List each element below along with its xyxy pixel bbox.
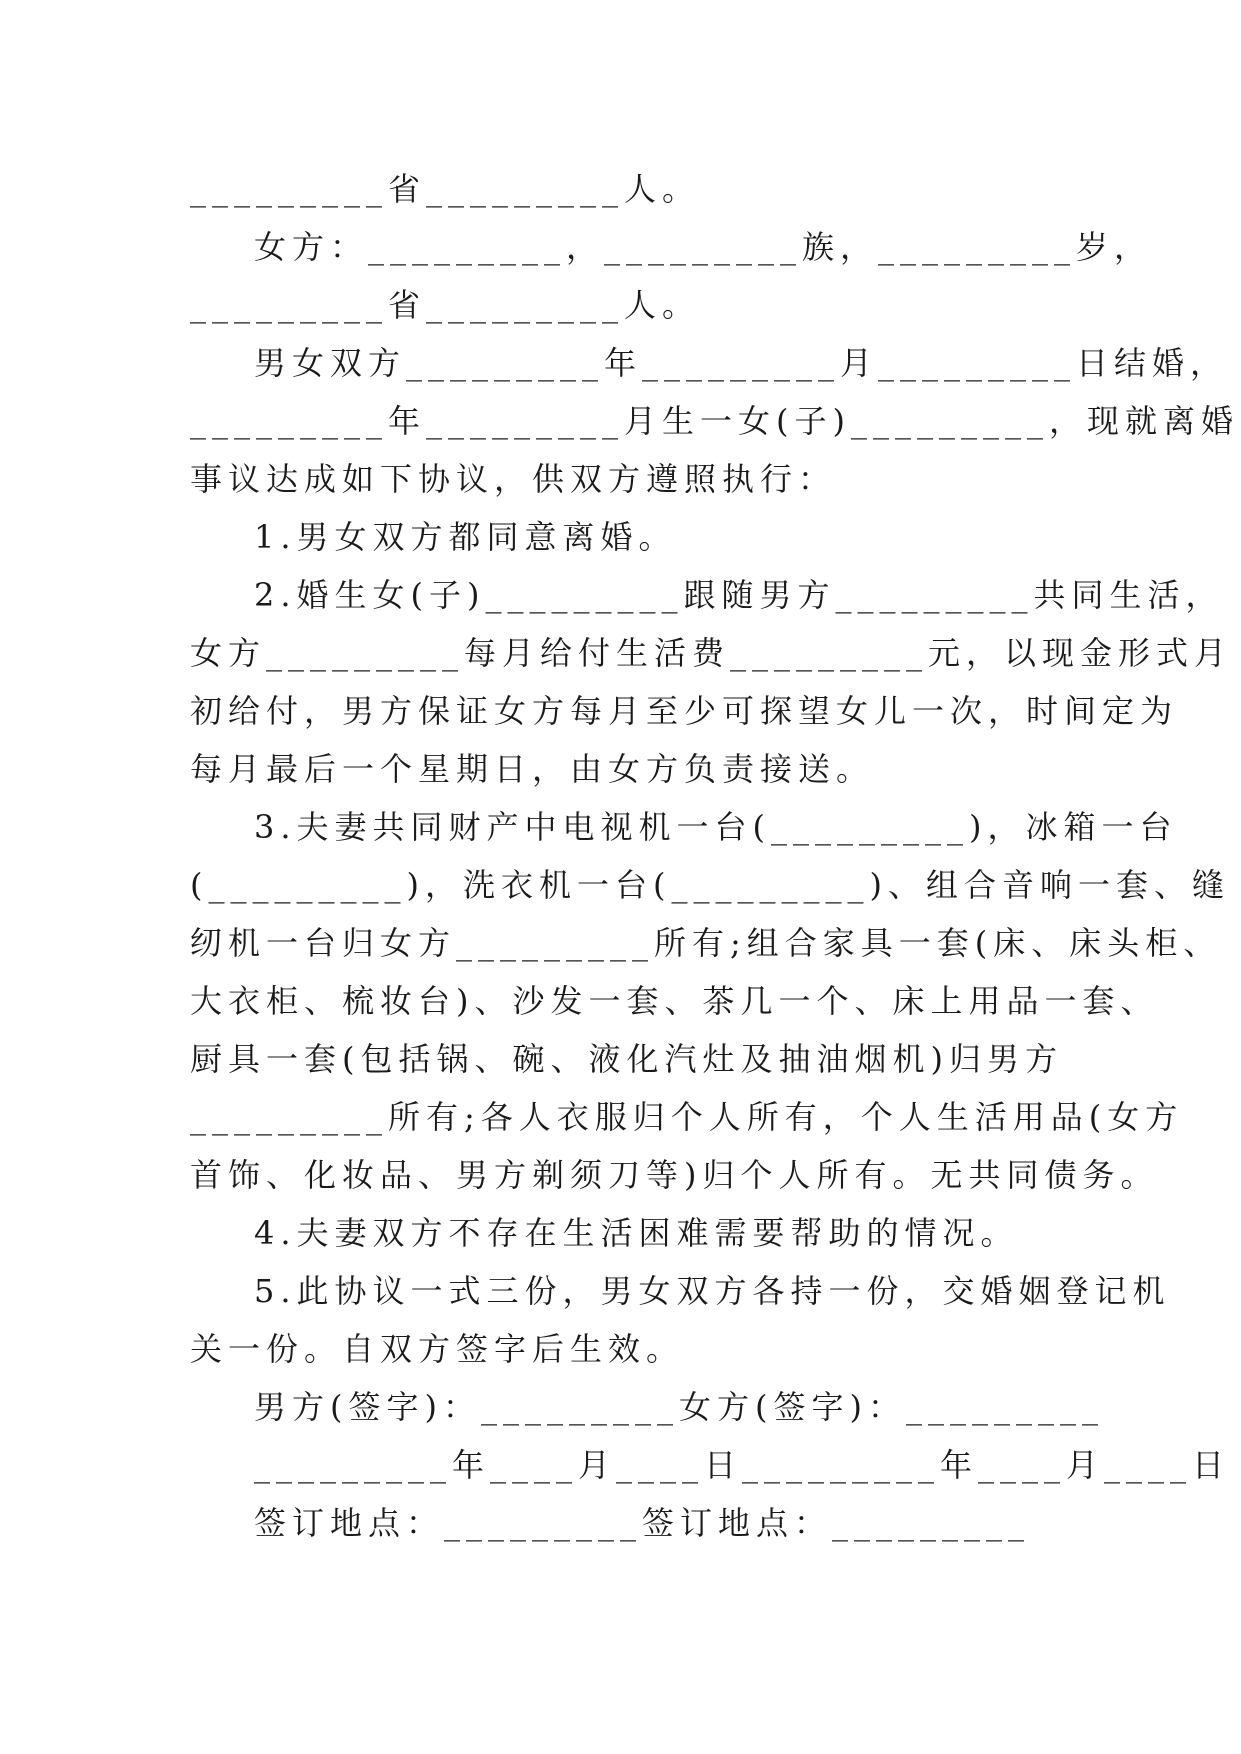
text-line: 事议达成如下协议，供双方遵照执行： [190, 460, 837, 498]
text-line: _________年_________月生一女(子)_________，现就离婚 [190, 402, 1239, 440]
female-party-line: 女方：_________，_________族，_________岁， [254, 228, 1153, 266]
clause-2: 2.婚生女(子)_________跟随男方_________共同生活， [254, 576, 1224, 614]
text-line: 初给付，男方保证女方每月至少可探望女儿一次，时间定为 [190, 692, 1179, 730]
text-line: 纫机一台归女方_________所有;组合家具一套(床、床头柜、 [190, 924, 1222, 962]
signing-date-line: _________年____月____日_________年____月____日 [254, 1446, 1231, 1484]
text-line: 首饰、化妆品、男方剃须刀等)归个人所有。无共同债务。 [190, 1156, 1159, 1194]
text-line: 关一份。自双方签字后生效。 [190, 1330, 685, 1368]
text-line: _________省_________人。 [190, 170, 701, 208]
signature-line: 男方(签字)：_________女方(签字)：_________ [254, 1388, 1104, 1426]
clause-1: 1.男女双方都同意离婚。 [254, 518, 677, 556]
clause-3: 3.夫妻共同财产中电视机一台(_________)，冰箱一台 [254, 808, 1178, 846]
clause-5: 5.此协议一式三份，男女双方各持一份，交婚姻登记机 [254, 1272, 1171, 1310]
text-line: 女方_________每月给付生活费_________元，以现金形式月 [190, 634, 1233, 672]
marriage-date-line: 男女双方_________年_________月_________日结婚， [254, 344, 1229, 382]
signing-place-line: 签订地点：_________签订地点：_________ [254, 1504, 1031, 1542]
text-line: _________省_________人。 [190, 286, 701, 324]
text-line: 大衣柜、梳妆台)、沙发一套、茶几一个、床上用品一套、 [190, 982, 1159, 1020]
text-line: (_________)，洗衣机一台(_________)、组合音响一套、缝 [190, 866, 1230, 904]
text-line: 每月最后一个星期日，由女方负责接送。 [190, 750, 875, 788]
agreement-page [190, 160, 1239, 1552]
text-line: _________所有;各人衣服归个人所有，个人生活用品(女方 [190, 1098, 1184, 1136]
clause-4: 4.夫妻双方不存在生活困难需要帮助的情况。 [254, 1214, 1019, 1252]
text-line: 厨具一套(包括锅、碗、液化汽灶及抽油烟机)归男方 [190, 1040, 1063, 1078]
